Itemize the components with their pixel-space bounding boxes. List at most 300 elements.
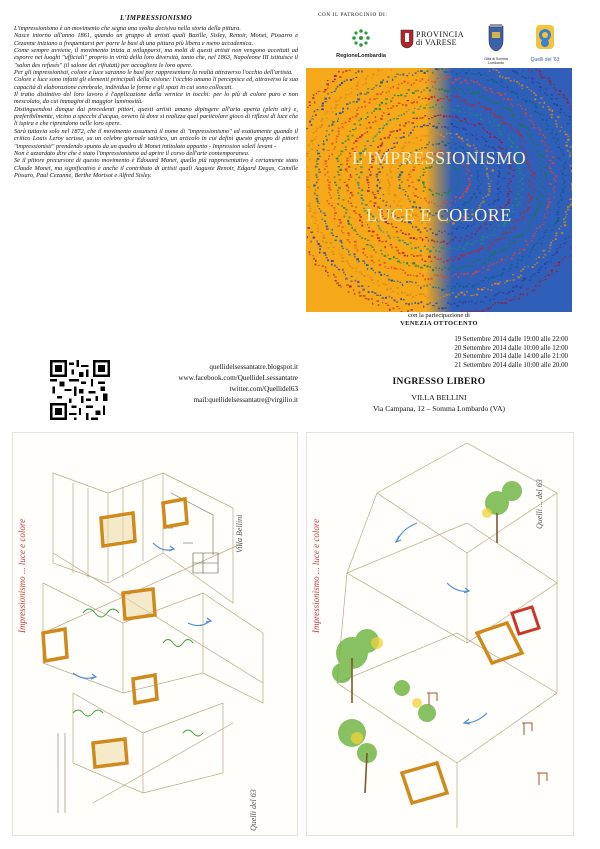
paint-stroke: [387, 188, 389, 189]
paint-stroke: [540, 97, 543, 99]
paint-stroke: [434, 274, 437, 275]
paint-stroke: [357, 94, 358, 96]
paint-stroke: [352, 117, 354, 118]
paint-stroke: [350, 203, 352, 204]
paint-stroke: [519, 173, 521, 175]
paint-stroke: [347, 139, 349, 141]
paint-stroke: [358, 187, 360, 189]
paint-stroke: [328, 184, 331, 186]
paint-stroke: [326, 257, 328, 258]
paint-stroke: [456, 228, 458, 230]
paint-stroke: [349, 93, 350, 94]
paint-stroke: [430, 132, 432, 134]
paint-stroke: [529, 199, 531, 201]
paint-stroke: [355, 140, 358, 142]
paint-stroke: [513, 227, 515, 229]
paint-stroke: [409, 73, 410, 74]
paint-stroke: [342, 232, 344, 233]
paint-stroke: [379, 85, 381, 87]
paint-stroke: [489, 300, 491, 302]
paint-stroke: [366, 244, 368, 246]
paint-stroke: [533, 178, 536, 179]
paint-stroke: [491, 277, 494, 279]
paint-stroke: [569, 256, 571, 257]
paint-stroke: [525, 109, 527, 110]
paint-stroke: [307, 236, 308, 238]
paint-stroke: [436, 193, 439, 195]
paint-stroke: [494, 276, 496, 278]
paint-stroke: [399, 185, 400, 187]
paint-stroke: [400, 230, 402, 232]
paint-stroke: [336, 113, 338, 115]
paint-stroke: [443, 202, 446, 204]
article-paragraph: Colore e luce sono infatti gli elementi principali della visione: l'occhio umano li percepisce ed, attraverso la sua capacità di elaborazione cerebrale, individua le forme e gli spazi in cui sono collocati.: [14, 76, 298, 91]
paint-stroke: [435, 250, 437, 252]
paint-stroke: [541, 186, 544, 187]
paint-stroke: [319, 252, 320, 254]
paint-stroke: [318, 91, 321, 92]
paint-stroke: [345, 70, 347, 71]
paint-stroke: [473, 145, 474, 146]
paint-stroke: [406, 111, 408, 112]
paint-stroke: [361, 285, 363, 287]
paint-stroke: [348, 187, 349, 188]
paint-stroke: [541, 76, 544, 78]
paint-stroke: [454, 143, 456, 144]
paint-stroke: [382, 297, 385, 298]
paint-stroke: [403, 81, 405, 83]
paint-stroke: [550, 132, 553, 134]
paint-stroke: [380, 93, 382, 95]
paint-stroke: [502, 107, 504, 108]
paint-stroke: [341, 257, 344, 258]
paint-stroke: [464, 79, 467, 81]
paint-stroke: [571, 188, 572, 190]
paint-stroke: [334, 277, 337, 278]
paint-stroke: [544, 263, 546, 265]
paint-stroke: [390, 108, 392, 109]
paint-stroke: [391, 247, 392, 249]
paint-stroke: [555, 133, 557, 135]
paint-stroke: [382, 79, 383, 81]
paint-stroke: [522, 285, 523, 287]
paint-stroke: [354, 244, 356, 246]
paint-stroke: [349, 102, 351, 103]
paint-stroke: [390, 288, 392, 290]
paint-stroke: [560, 105, 561, 106]
paint-stroke: [571, 183, 572, 185]
paint-stroke: [425, 237, 427, 238]
paint-stroke: [424, 228, 427, 229]
paint-stroke: [378, 260, 380, 261]
paint-stroke: [401, 115, 402, 116]
paint-stroke: [478, 92, 481, 94]
paint-stroke: [555, 90, 557, 91]
paint-stroke: [383, 200, 385, 202]
paint-stroke: [551, 230, 554, 232]
paint-stroke: [338, 198, 340, 200]
paint-stroke: [559, 90, 561, 92]
paint-stroke: [536, 243, 539, 244]
paint-stroke: [443, 115, 445, 117]
paint-stroke: [313, 94, 315, 96]
paint-stroke: [455, 296, 457, 298]
paint-stroke: [328, 192, 330, 193]
paint-stroke: [359, 124, 361, 126]
paint-stroke: [571, 170, 572, 172]
paint-stroke: [440, 114, 441, 116]
paint-stroke: [382, 302, 383, 303]
paint-stroke: [550, 83, 552, 84]
article: [14, 14, 298, 179]
rose-camuna-icon: [332, 28, 390, 48]
paint-stroke: [317, 228, 319, 230]
paint-stroke: [380, 274, 382, 276]
paint-stroke: [536, 198, 538, 200]
paint-stroke: [524, 266, 526, 267]
paint-stroke: [307, 145, 310, 147]
paint-stroke: [326, 130, 328, 131]
paint-stroke: [336, 267, 338, 268]
paint-stroke: [393, 130, 395, 132]
paint-stroke: [517, 276, 520, 278]
paint-stroke: [344, 97, 346, 98]
paint-stroke: [530, 276, 533, 277]
paint-stroke: [464, 112, 467, 113]
paint-stroke: [399, 174, 401, 176]
paint-stroke: [500, 281, 501, 282]
paint-stroke: [350, 280, 352, 281]
paint-stroke: [479, 248, 481, 249]
paint-stroke: [388, 182, 390, 184]
paint-stroke: [451, 82, 454, 84]
paint-stroke: [404, 96, 407, 97]
paint-stroke: [371, 235, 374, 237]
paint-stroke: [463, 274, 465, 276]
paint-stroke: [522, 99, 524, 100]
paint-stroke: [387, 179, 388, 181]
paint-stroke: [428, 278, 430, 280]
paint-stroke: [333, 247, 335, 248]
paint-stroke: [458, 258, 460, 260]
blog-link[interactable]: quellidelsessantatre.blogspot.it: [209, 363, 298, 371]
paint-stroke: [418, 247, 420, 249]
paint-stroke: [564, 113, 565, 114]
paint-stroke: [526, 87, 528, 88]
paint-stroke: [312, 255, 313, 256]
paint-stroke: [493, 81, 496, 82]
paint-stroke: [363, 84, 364, 85]
paint-stroke: [334, 176, 336, 177]
paint-stroke: [435, 267, 436, 269]
paint-stroke: [478, 97, 481, 98]
paint-stroke: [435, 143, 438, 144]
paint-stroke: [398, 201, 400, 202]
twitter-link[interactable]: twitter.com/Quellidel63: [229, 385, 298, 393]
paint-stroke: [396, 130, 398, 132]
paint-stroke: [411, 182, 413, 183]
paint-stroke: [452, 292, 455, 293]
paint-stroke: [346, 249, 348, 250]
paint-stroke: [326, 83, 329, 85]
paint-stroke: [535, 69, 537, 71]
paint-stroke: [502, 272, 504, 274]
paint-stroke: [514, 240, 515, 241]
paint-stroke: [422, 259, 423, 261]
paint-stroke: [500, 251, 503, 252]
paint-stroke: [313, 132, 315, 133]
paint-stroke: [521, 256, 524, 257]
paint-stroke: [499, 133, 501, 135]
paint-stroke: [326, 117, 328, 118]
email-link[interactable]: mail:quellidelsessantatre@virgilio.it: [193, 396, 298, 404]
paint-stroke: [512, 142, 514, 144]
paint-stroke: [487, 80, 490, 82]
paint-stroke: [366, 179, 368, 181]
vertical-label-left: Impressionismo ... luce e colore: [17, 518, 27, 633]
article-paragraph: Per gli impressionisti, colore e luce saranno le basi per rappresentare la realtà attraverso l'occhio dell'artista.: [14, 69, 293, 77]
paint-stroke: [342, 71, 344, 73]
venue-address: Via Campana, 12 – Somma Lombardo (VA): [372, 404, 506, 413]
paint-stroke: [465, 191, 468, 193]
paint-stroke: [512, 117, 513, 118]
paint-stroke: [397, 261, 400, 263]
paint-stroke: [561, 127, 562, 128]
paint-stroke: [378, 272, 380, 274]
paint-stroke: [462, 128, 465, 130]
paint-stroke: [489, 136, 491, 138]
paint-stroke: [437, 241, 438, 242]
paint-stroke: [356, 174, 358, 175]
paint-stroke: [453, 88, 456, 90]
paint-stroke: [431, 240, 434, 242]
paint-stroke: [318, 265, 320, 266]
paint-stroke: [473, 243, 475, 244]
paint-stroke: [314, 193, 315, 195]
paint-stroke: [529, 186, 531, 187]
paint-stroke: [448, 233, 450, 235]
paint-stroke: [545, 267, 546, 269]
paint-stroke: [402, 240, 404, 241]
paint-stroke: [380, 295, 382, 296]
paint-stroke: [378, 131, 381, 133]
paint-stroke: [514, 252, 515, 254]
paint-stroke: [401, 182, 403, 183]
paint-stroke: [397, 237, 399, 238]
paint-stroke: [524, 126, 526, 128]
paint-stroke: [544, 172, 547, 174]
comune-label: Città di Somma Lombardo: [484, 57, 508, 65]
paint-stroke: [356, 101, 358, 103]
paint-stroke: [313, 258, 314, 260]
paint-stroke: [444, 247, 445, 249]
paint-stroke: [346, 104, 348, 105]
paint-stroke: [329, 189, 332, 190]
paint-stroke: [342, 111, 344, 113]
paint-stroke: [317, 231, 319, 233]
paint-stroke: [533, 142, 534, 144]
paint-stroke: [332, 254, 335, 255]
provincia-top: PROVINCIA: [416, 30, 465, 39]
paint-stroke: [501, 302, 503, 304]
paint-stroke: [330, 197, 332, 199]
paint-stroke: [322, 103, 324, 105]
paint-stroke: [520, 191, 522, 192]
paint-stroke: [522, 76, 524, 78]
paint-stroke: [387, 254, 388, 255]
paint-stroke: [485, 97, 487, 98]
paint-stroke: [488, 265, 490, 267]
paint-stroke: [554, 186, 556, 188]
paint-stroke: [373, 99, 376, 100]
paint-stroke: [457, 249, 459, 250]
paint-stroke: [519, 294, 521, 296]
paint-stroke: [502, 76, 503, 78]
paint-stroke: [384, 246, 386, 248]
paint-stroke: [499, 139, 501, 141]
paint-stroke: [469, 109, 471, 110]
paint-stroke: [538, 281, 540, 282]
paint-stroke: [331, 143, 333, 145]
paint-stroke: [550, 261, 551, 262]
paint-stroke: [462, 140, 464, 141]
paint-stroke: [376, 234, 378, 236]
paint-stroke: [532, 274, 534, 275]
paint-stroke: [493, 200, 496, 201]
paint-stroke: [468, 178, 470, 180]
paint-stroke: [544, 102, 546, 104]
paint-stroke: [466, 139, 469, 140]
paint-stroke: [456, 127, 458, 128]
partecipazione-label: con la partecipazione di: [408, 312, 470, 319]
qr-code[interactable]: [50, 360, 110, 420]
paint-stroke: [434, 240, 435, 242]
paint-stroke: [463, 193, 464, 195]
paint-stroke: [566, 98, 568, 100]
paint-stroke: [412, 296, 414, 298]
paint-stroke: [562, 178, 565, 179]
paint-stroke: [332, 229, 333, 231]
paint-stroke: [372, 231, 375, 233]
paint-stroke: [473, 114, 475, 116]
paint-stroke: [311, 124, 313, 126]
paint-stroke: [509, 280, 511, 281]
paint-stroke: [500, 94, 503, 96]
paint-stroke: [435, 68, 438, 70]
paint-stroke: [437, 275, 439, 276]
paint-stroke: [446, 115, 448, 117]
paint-stroke: [362, 260, 365, 262]
paint-stroke: [528, 77, 529, 79]
paint-stroke: [452, 260, 455, 262]
paint-stroke: [378, 128, 380, 129]
paint-stroke: [367, 268, 368, 270]
paint-stroke: [460, 292, 463, 294]
paint-stroke: [416, 275, 418, 277]
paint-stroke: [480, 243, 483, 245]
paint-stroke: [438, 89, 440, 91]
paint-stroke: [396, 118, 399, 119]
paint-stroke: [387, 305, 389, 306]
paint-stroke: [406, 244, 409, 246]
paint-stroke: [416, 79, 418, 81]
paint-stroke: [459, 197, 461, 199]
paint-stroke: [507, 86, 509, 88]
paint-stroke: [460, 138, 463, 140]
paint-stroke: [410, 171, 412, 172]
paint-stroke: [482, 197, 484, 198]
paint-stroke: [449, 294, 451, 295]
paint-stroke: [486, 236, 488, 238]
paint-stroke: [453, 266, 455, 267]
paint-stroke: [417, 197, 419, 198]
paint-stroke: [468, 104, 470, 105]
paint-stroke: [413, 101, 415, 103]
paint-stroke: [437, 78, 439, 79]
paint-stroke: [405, 194, 406, 196]
paint-stroke: [495, 103, 497, 104]
paint-stroke: [424, 115, 426, 116]
paint-stroke: [451, 200, 453, 201]
paint-stroke: [559, 112, 561, 114]
paint-stroke: [474, 303, 476, 305]
paint-stroke: [369, 277, 372, 278]
paint-stroke: [394, 268, 397, 270]
paint-stroke: [480, 113, 482, 115]
paint-stroke: [559, 228, 561, 229]
paint-stroke: [443, 78, 445, 80]
paint-stroke: [342, 261, 345, 262]
paint-stroke: [531, 70, 533, 72]
paint-stroke: [556, 104, 558, 106]
drawing-right: [306, 432, 574, 836]
paint-stroke: [529, 255, 530, 257]
paint-stroke: [385, 297, 387, 299]
paint-stroke: [450, 288, 452, 289]
paint-stroke: [358, 292, 360, 294]
paint-stroke: [393, 86, 394, 88]
paint-stroke: [388, 190, 390, 191]
paint-stroke: [423, 285, 424, 287]
paint-stroke: [454, 274, 457, 275]
paint-stroke: [484, 301, 486, 303]
paint-stroke: [444, 307, 446, 309]
paint-stroke: [531, 249, 534, 250]
facebook-link[interactable]: www.facebook.com/QuellideLsessantatre: [178, 374, 298, 382]
paint-stroke: [541, 243, 543, 244]
paint-stroke: [543, 257, 545, 258]
paint-stroke: [418, 109, 420, 110]
paint-stroke: [429, 266, 431, 268]
paint-stroke: [514, 80, 515, 82]
paint-stroke: [339, 84, 341, 86]
paint-stroke: [441, 68, 443, 70]
paint-stroke: [432, 126, 434, 128]
paint-stroke: [327, 179, 329, 181]
paint-stroke: [313, 185, 316, 187]
paint-stroke: [412, 74, 413, 76]
paint-stroke: [385, 303, 388, 304]
paint-stroke: [569, 119, 570, 121]
paint-stroke: [335, 100, 338, 102]
paint-stroke: [487, 194, 489, 196]
paint-stroke: [571, 254, 572, 255]
paint-stroke: [339, 112, 342, 114]
paint-stroke: [357, 281, 359, 283]
paint-stroke: [517, 259, 518, 260]
paint-stroke: [462, 108, 464, 109]
paint-stroke: [512, 286, 514, 288]
